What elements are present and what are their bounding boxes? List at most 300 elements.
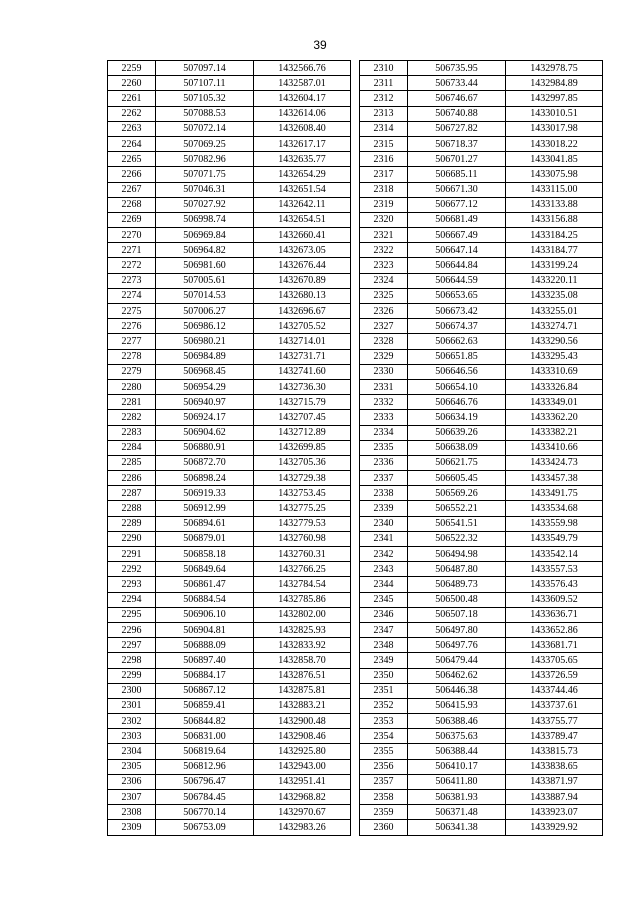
x-coordinate-cell: 506981.60 bbox=[156, 258, 254, 273]
table-row bbox=[360, 653, 603, 668]
table-row bbox=[360, 273, 603, 288]
y-coordinate-cell: 1433789.47 bbox=[506, 729, 603, 744]
y-coordinate-cell: 1433075.98 bbox=[506, 167, 603, 182]
x-coordinate-cell: 506677.12 bbox=[408, 197, 506, 212]
y-coordinate-cell: 1433705.65 bbox=[506, 653, 603, 668]
point-number-cell: 2306 bbox=[108, 774, 156, 789]
point-number-cell: 2263 bbox=[108, 121, 156, 136]
point-number-cell: 2277 bbox=[108, 334, 156, 349]
point-number-cell: 2328 bbox=[360, 334, 408, 349]
point-number-cell: 2274 bbox=[108, 288, 156, 303]
table-row bbox=[360, 395, 603, 410]
y-coordinate-cell: 1432660.41 bbox=[254, 228, 351, 243]
y-coordinate-cell: 1432785.86 bbox=[254, 592, 351, 607]
point-number-cell: 2288 bbox=[108, 501, 156, 516]
table-row bbox=[108, 653, 351, 668]
y-coordinate-cell: 1433557.53 bbox=[506, 562, 603, 577]
table-row bbox=[108, 379, 351, 394]
point-number-cell: 2322 bbox=[360, 243, 408, 258]
y-coordinate-cell: 1432587.01 bbox=[254, 76, 351, 91]
x-coordinate-cell: 506388.46 bbox=[408, 714, 506, 729]
y-coordinate-cell: 1433534.68 bbox=[506, 501, 603, 516]
x-coordinate-cell: 506844.82 bbox=[156, 714, 254, 729]
y-coordinate-cell: 1432676.44 bbox=[254, 258, 351, 273]
y-coordinate-cell: 1433290.56 bbox=[506, 334, 603, 349]
x-coordinate-cell: 506924.17 bbox=[156, 410, 254, 425]
table-row bbox=[108, 668, 351, 683]
table-row bbox=[108, 744, 351, 759]
x-coordinate-cell: 506904.62 bbox=[156, 425, 254, 440]
x-coordinate-cell: 506796.47 bbox=[156, 774, 254, 789]
table-row bbox=[360, 212, 603, 227]
x-coordinate-cell: 507014.53 bbox=[156, 288, 254, 303]
table-row bbox=[360, 729, 603, 744]
y-coordinate-cell: 1432614.06 bbox=[254, 106, 351, 121]
x-coordinate-cell: 506954.29 bbox=[156, 379, 254, 394]
point-number-cell: 2287 bbox=[108, 486, 156, 501]
point-number-cell: 2344 bbox=[360, 577, 408, 592]
point-number-cell: 2320 bbox=[360, 212, 408, 227]
x-coordinate-cell: 506784.45 bbox=[156, 790, 254, 805]
x-coordinate-cell: 506479.44 bbox=[408, 653, 506, 668]
y-coordinate-cell: 1433349.01 bbox=[506, 395, 603, 410]
table-row bbox=[360, 471, 603, 486]
x-coordinate-cell: 507088.53 bbox=[156, 106, 254, 121]
x-coordinate-cell: 506894.61 bbox=[156, 516, 254, 531]
point-number-cell: 2271 bbox=[108, 243, 156, 258]
point-number-cell: 2292 bbox=[108, 562, 156, 577]
x-coordinate-cell: 506727.82 bbox=[408, 121, 506, 136]
x-coordinate-cell: 506489.73 bbox=[408, 577, 506, 592]
y-coordinate-cell: 1432736.30 bbox=[254, 379, 351, 394]
y-coordinate-cell: 1432983.26 bbox=[254, 820, 351, 835]
y-coordinate-cell: 1433559.98 bbox=[506, 516, 603, 531]
x-coordinate-cell: 507071.75 bbox=[156, 167, 254, 182]
y-coordinate-cell: 1432654.29 bbox=[254, 167, 351, 182]
y-coordinate-cell: 1432617.17 bbox=[254, 136, 351, 151]
table-row bbox=[108, 76, 351, 91]
x-coordinate-cell: 506770.14 bbox=[156, 805, 254, 820]
x-coordinate-cell: 506497.76 bbox=[408, 638, 506, 653]
x-coordinate-cell: 506858.18 bbox=[156, 547, 254, 562]
y-coordinate-cell: 1432635.77 bbox=[254, 152, 351, 167]
x-coordinate-cell: 506411.80 bbox=[408, 774, 506, 789]
table-row bbox=[108, 167, 351, 182]
x-coordinate-cell: 506735.95 bbox=[408, 61, 506, 76]
point-number-cell: 2327 bbox=[360, 319, 408, 334]
x-coordinate-cell: 507069.25 bbox=[156, 136, 254, 151]
x-coordinate-cell: 506522.32 bbox=[408, 531, 506, 546]
table-row bbox=[360, 364, 603, 379]
x-coordinate-cell: 506969.84 bbox=[156, 228, 254, 243]
table-row bbox=[108, 258, 351, 273]
table-row bbox=[108, 334, 351, 349]
table-row bbox=[108, 820, 351, 835]
x-coordinate-cell: 506872.70 bbox=[156, 455, 254, 470]
x-coordinate-cell: 506849.64 bbox=[156, 562, 254, 577]
y-coordinate-cell: 1432760.98 bbox=[254, 531, 351, 546]
table-row bbox=[108, 455, 351, 470]
point-number-cell: 2329 bbox=[360, 349, 408, 364]
table-row bbox=[108, 683, 351, 698]
point-number-cell: 2307 bbox=[108, 790, 156, 805]
point-number-cell: 2268 bbox=[108, 197, 156, 212]
table-row bbox=[108, 501, 351, 516]
point-number-cell: 2301 bbox=[108, 698, 156, 713]
x-coordinate-cell: 506831.00 bbox=[156, 729, 254, 744]
point-number-cell: 2270 bbox=[108, 228, 156, 243]
table-row bbox=[360, 744, 603, 759]
table-row bbox=[360, 516, 603, 531]
x-coordinate-cell: 506621.75 bbox=[408, 455, 506, 470]
table-row bbox=[108, 425, 351, 440]
point-number-cell: 2273 bbox=[108, 273, 156, 288]
table-row bbox=[360, 182, 603, 197]
y-coordinate-cell: 1433755.77 bbox=[506, 714, 603, 729]
x-coordinate-cell: 506884.17 bbox=[156, 668, 254, 683]
table-row bbox=[360, 410, 603, 425]
table-row bbox=[108, 91, 351, 106]
table-row bbox=[360, 774, 603, 789]
point-number-cell: 2279 bbox=[108, 364, 156, 379]
point-number-cell: 2272 bbox=[108, 258, 156, 273]
point-number-cell: 2360 bbox=[360, 820, 408, 835]
y-coordinate-cell: 1432908.46 bbox=[254, 729, 351, 744]
table-row bbox=[360, 228, 603, 243]
point-number-cell: 2285 bbox=[108, 455, 156, 470]
table-row bbox=[108, 607, 351, 622]
y-coordinate-cell: 1432608.40 bbox=[254, 121, 351, 136]
y-coordinate-cell: 1433041.85 bbox=[506, 152, 603, 167]
table-row bbox=[108, 152, 351, 167]
table-row bbox=[108, 622, 351, 637]
point-number-cell: 2357 bbox=[360, 774, 408, 789]
y-coordinate-cell: 1433424.73 bbox=[506, 455, 603, 470]
point-number-cell: 2280 bbox=[108, 379, 156, 394]
y-coordinate-cell: 1432715.79 bbox=[254, 395, 351, 410]
table-row bbox=[108, 319, 351, 334]
table-row bbox=[360, 197, 603, 212]
point-number-cell: 2338 bbox=[360, 486, 408, 501]
table-row bbox=[108, 790, 351, 805]
point-number-cell: 2326 bbox=[360, 304, 408, 319]
x-coordinate-cell: 506552.21 bbox=[408, 501, 506, 516]
y-coordinate-cell: 1432978.75 bbox=[506, 61, 603, 76]
y-coordinate-cell: 1432642.11 bbox=[254, 197, 351, 212]
y-coordinate-cell: 1432714.01 bbox=[254, 334, 351, 349]
y-coordinate-cell: 1433295.43 bbox=[506, 349, 603, 364]
table-row bbox=[360, 76, 603, 91]
x-coordinate-cell: 506884.54 bbox=[156, 592, 254, 607]
y-coordinate-cell: 1432673.05 bbox=[254, 243, 351, 258]
point-number-cell: 2308 bbox=[108, 805, 156, 820]
x-coordinate-cell: 506381.93 bbox=[408, 790, 506, 805]
table-row bbox=[360, 607, 603, 622]
y-coordinate-cell: 1432566.76 bbox=[254, 61, 351, 76]
y-coordinate-cell: 1433199.24 bbox=[506, 258, 603, 273]
y-coordinate-cell: 1432775.25 bbox=[254, 501, 351, 516]
y-coordinate-cell: 1432875.81 bbox=[254, 683, 351, 698]
point-number-cell: 2347 bbox=[360, 622, 408, 637]
x-coordinate-cell: 506569.26 bbox=[408, 486, 506, 501]
y-coordinate-cell: 1432833.92 bbox=[254, 638, 351, 653]
table-row bbox=[108, 410, 351, 425]
x-coordinate-cell: 506371.48 bbox=[408, 805, 506, 820]
x-coordinate-cell: 506541.51 bbox=[408, 516, 506, 531]
table-row bbox=[360, 790, 603, 805]
x-coordinate-cell: 506984.89 bbox=[156, 349, 254, 364]
point-number-cell: 2325 bbox=[360, 288, 408, 303]
point-number-cell: 2358 bbox=[360, 790, 408, 805]
coordinates-table-right bbox=[359, 60, 603, 836]
table-row bbox=[108, 805, 351, 820]
point-number-cell: 2331 bbox=[360, 379, 408, 394]
table-row bbox=[360, 425, 603, 440]
x-coordinate-cell: 506651.85 bbox=[408, 349, 506, 364]
point-number-cell: 2289 bbox=[108, 516, 156, 531]
x-coordinate-cell: 506880.91 bbox=[156, 440, 254, 455]
y-coordinate-cell: 1433576.43 bbox=[506, 577, 603, 592]
point-number-cell: 2330 bbox=[360, 364, 408, 379]
point-number-cell: 2313 bbox=[360, 106, 408, 121]
y-coordinate-cell: 1433457.38 bbox=[506, 471, 603, 486]
point-number-cell: 2353 bbox=[360, 714, 408, 729]
table-row bbox=[360, 683, 603, 698]
y-coordinate-cell: 1433929.92 bbox=[506, 820, 603, 835]
y-coordinate-cell: 1433184.25 bbox=[506, 228, 603, 243]
table-row bbox=[360, 440, 603, 455]
y-coordinate-cell: 1432670.89 bbox=[254, 273, 351, 288]
point-number-cell: 2317 bbox=[360, 167, 408, 182]
x-coordinate-cell: 507082.96 bbox=[156, 152, 254, 167]
y-coordinate-cell: 1432883.21 bbox=[254, 698, 351, 713]
y-coordinate-cell: 1432766.25 bbox=[254, 562, 351, 577]
table-row bbox=[108, 714, 351, 729]
y-coordinate-cell: 1433156.88 bbox=[506, 212, 603, 227]
table-row bbox=[108, 638, 351, 653]
x-coordinate-cell: 507072.14 bbox=[156, 121, 254, 136]
point-number-cell: 2290 bbox=[108, 531, 156, 546]
point-number-cell: 2350 bbox=[360, 668, 408, 683]
y-coordinate-cell: 1432651.54 bbox=[254, 182, 351, 197]
x-coordinate-cell: 506662.63 bbox=[408, 334, 506, 349]
y-coordinate-cell: 1432925.80 bbox=[254, 744, 351, 759]
y-coordinate-cell: 1433220.11 bbox=[506, 273, 603, 288]
table-row bbox=[360, 501, 603, 516]
x-coordinate-cell: 506888.09 bbox=[156, 638, 254, 653]
x-coordinate-cell: 507097.14 bbox=[156, 61, 254, 76]
table-row bbox=[360, 61, 603, 76]
point-number-cell: 2282 bbox=[108, 410, 156, 425]
y-coordinate-cell: 1433838.65 bbox=[506, 759, 603, 774]
x-coordinate-cell: 506904.81 bbox=[156, 622, 254, 637]
table-row bbox=[360, 714, 603, 729]
y-coordinate-cell: 1432741.60 bbox=[254, 364, 351, 379]
x-coordinate-cell: 506898.24 bbox=[156, 471, 254, 486]
x-coordinate-cell: 506897.40 bbox=[156, 653, 254, 668]
table-row bbox=[108, 698, 351, 713]
y-coordinate-cell: 1433726.59 bbox=[506, 668, 603, 683]
table-row bbox=[360, 136, 603, 151]
point-number-cell: 2352 bbox=[360, 698, 408, 713]
table-row bbox=[360, 759, 603, 774]
y-coordinate-cell: 1433923.07 bbox=[506, 805, 603, 820]
y-coordinate-cell: 1433115.00 bbox=[506, 182, 603, 197]
table-row bbox=[360, 258, 603, 273]
point-number-cell: 2343 bbox=[360, 562, 408, 577]
point-number-cell: 2310 bbox=[360, 61, 408, 76]
point-number-cell: 2269 bbox=[108, 212, 156, 227]
coordinates-table-left bbox=[107, 60, 351, 836]
x-coordinate-cell: 506341.38 bbox=[408, 820, 506, 835]
table-row bbox=[360, 152, 603, 167]
point-number-cell: 2262 bbox=[108, 106, 156, 121]
x-coordinate-cell: 506861.47 bbox=[156, 577, 254, 592]
x-coordinate-cell: 507005.61 bbox=[156, 273, 254, 288]
y-coordinate-cell: 1433871.97 bbox=[506, 774, 603, 789]
y-coordinate-cell: 1433017.98 bbox=[506, 121, 603, 136]
point-number-cell: 2315 bbox=[360, 136, 408, 151]
y-coordinate-cell: 1433362.20 bbox=[506, 410, 603, 425]
point-number-cell: 2359 bbox=[360, 805, 408, 820]
point-number-cell: 2297 bbox=[108, 638, 156, 653]
x-coordinate-cell: 506644.84 bbox=[408, 258, 506, 273]
x-coordinate-cell: 506646.76 bbox=[408, 395, 506, 410]
x-coordinate-cell: 506733.44 bbox=[408, 76, 506, 91]
y-coordinate-cell: 1433255.01 bbox=[506, 304, 603, 319]
y-coordinate-cell: 1433815.73 bbox=[506, 744, 603, 759]
table-row bbox=[360, 486, 603, 501]
x-coordinate-cell: 506812.96 bbox=[156, 759, 254, 774]
x-coordinate-cell: 506639.26 bbox=[408, 425, 506, 440]
point-number-cell: 2296 bbox=[108, 622, 156, 637]
x-coordinate-cell: 507046.31 bbox=[156, 182, 254, 197]
table-row bbox=[360, 319, 603, 334]
point-number-cell: 2259 bbox=[108, 61, 156, 76]
x-coordinate-cell: 506681.49 bbox=[408, 212, 506, 227]
point-number-cell: 2337 bbox=[360, 471, 408, 486]
point-number-cell: 2346 bbox=[360, 607, 408, 622]
point-number-cell: 2304 bbox=[108, 744, 156, 759]
x-coordinate-cell: 506753.09 bbox=[156, 820, 254, 835]
point-number-cell: 2348 bbox=[360, 638, 408, 653]
table-row bbox=[108, 228, 351, 243]
x-coordinate-cell: 506462.62 bbox=[408, 668, 506, 683]
table-row bbox=[360, 805, 603, 820]
y-coordinate-cell: 1433549.79 bbox=[506, 531, 603, 546]
y-coordinate-cell: 1433652.86 bbox=[506, 622, 603, 637]
x-coordinate-cell: 506446.38 bbox=[408, 683, 506, 698]
point-number-cell: 2309 bbox=[108, 820, 156, 835]
point-number-cell: 2334 bbox=[360, 425, 408, 440]
table-row bbox=[360, 592, 603, 607]
y-coordinate-cell: 1432604.17 bbox=[254, 91, 351, 106]
y-coordinate-cell: 1433382.21 bbox=[506, 425, 603, 440]
x-coordinate-cell: 506634.19 bbox=[408, 410, 506, 425]
x-coordinate-cell: 506388.44 bbox=[408, 744, 506, 759]
x-coordinate-cell: 506685.11 bbox=[408, 167, 506, 182]
x-coordinate-cell: 506494.98 bbox=[408, 547, 506, 562]
point-number-cell: 2305 bbox=[108, 759, 156, 774]
x-coordinate-cell: 506487.80 bbox=[408, 562, 506, 577]
y-coordinate-cell: 1432696.67 bbox=[254, 304, 351, 319]
x-coordinate-cell: 506410.17 bbox=[408, 759, 506, 774]
y-coordinate-cell: 1433326.84 bbox=[506, 379, 603, 394]
y-coordinate-cell: 1432779.53 bbox=[254, 516, 351, 531]
point-number-cell: 2293 bbox=[108, 577, 156, 592]
point-number-cell: 2312 bbox=[360, 91, 408, 106]
x-coordinate-cell: 506415.93 bbox=[408, 698, 506, 713]
y-coordinate-cell: 1433887.94 bbox=[506, 790, 603, 805]
table-row bbox=[108, 121, 351, 136]
table-row bbox=[360, 668, 603, 683]
table-row bbox=[360, 379, 603, 394]
y-coordinate-cell: 1433310.69 bbox=[506, 364, 603, 379]
table-row bbox=[360, 167, 603, 182]
y-coordinate-cell: 1432699.85 bbox=[254, 440, 351, 455]
point-number-cell: 2323 bbox=[360, 258, 408, 273]
y-coordinate-cell: 1433681.71 bbox=[506, 638, 603, 653]
y-coordinate-cell: 1433235.08 bbox=[506, 288, 603, 303]
x-coordinate-cell: 506919.33 bbox=[156, 486, 254, 501]
x-coordinate-cell: 506746.67 bbox=[408, 91, 506, 106]
x-coordinate-cell: 506671.30 bbox=[408, 182, 506, 197]
point-number-cell: 2264 bbox=[108, 136, 156, 151]
y-coordinate-cell: 1432984.89 bbox=[506, 76, 603, 91]
y-coordinate-cell: 1432707.45 bbox=[254, 410, 351, 425]
y-coordinate-cell: 1432876.51 bbox=[254, 668, 351, 683]
x-coordinate-cell: 506647.14 bbox=[408, 243, 506, 258]
x-coordinate-cell: 506819.64 bbox=[156, 744, 254, 759]
x-coordinate-cell: 506673.42 bbox=[408, 304, 506, 319]
x-coordinate-cell: 506644.59 bbox=[408, 273, 506, 288]
y-coordinate-cell: 1432760.31 bbox=[254, 547, 351, 562]
point-number-cell: 2339 bbox=[360, 501, 408, 516]
point-number-cell: 2342 bbox=[360, 547, 408, 562]
x-coordinate-cell: 506646.56 bbox=[408, 364, 506, 379]
point-number-cell: 2340 bbox=[360, 516, 408, 531]
point-number-cell: 2265 bbox=[108, 152, 156, 167]
y-coordinate-cell: 1433010.51 bbox=[506, 106, 603, 121]
table-row bbox=[360, 547, 603, 562]
table-row bbox=[360, 577, 603, 592]
point-number-cell: 2356 bbox=[360, 759, 408, 774]
table-row bbox=[108, 349, 351, 364]
y-coordinate-cell: 1433636.71 bbox=[506, 607, 603, 622]
x-coordinate-cell: 506980.21 bbox=[156, 334, 254, 349]
point-number-cell: 2324 bbox=[360, 273, 408, 288]
table-row bbox=[108, 243, 351, 258]
table-row bbox=[108, 440, 351, 455]
point-number-cell: 2345 bbox=[360, 592, 408, 607]
point-number-cell: 2311 bbox=[360, 76, 408, 91]
y-coordinate-cell: 1432968.82 bbox=[254, 790, 351, 805]
page-number: 39 bbox=[313, 38, 327, 52]
y-coordinate-cell: 1432705.52 bbox=[254, 319, 351, 334]
y-coordinate-cell: 1432970.67 bbox=[254, 805, 351, 820]
x-coordinate-cell: 507006.27 bbox=[156, 304, 254, 319]
y-coordinate-cell: 1432680.13 bbox=[254, 288, 351, 303]
table-row bbox=[108, 592, 351, 607]
y-coordinate-cell: 1433410.66 bbox=[506, 440, 603, 455]
x-coordinate-cell: 506940.97 bbox=[156, 395, 254, 410]
table-row bbox=[108, 759, 351, 774]
x-coordinate-cell: 506667.49 bbox=[408, 228, 506, 243]
table-row bbox=[108, 547, 351, 562]
x-coordinate-cell: 506879.01 bbox=[156, 531, 254, 546]
point-number-cell: 2302 bbox=[108, 714, 156, 729]
table-row bbox=[108, 288, 351, 303]
